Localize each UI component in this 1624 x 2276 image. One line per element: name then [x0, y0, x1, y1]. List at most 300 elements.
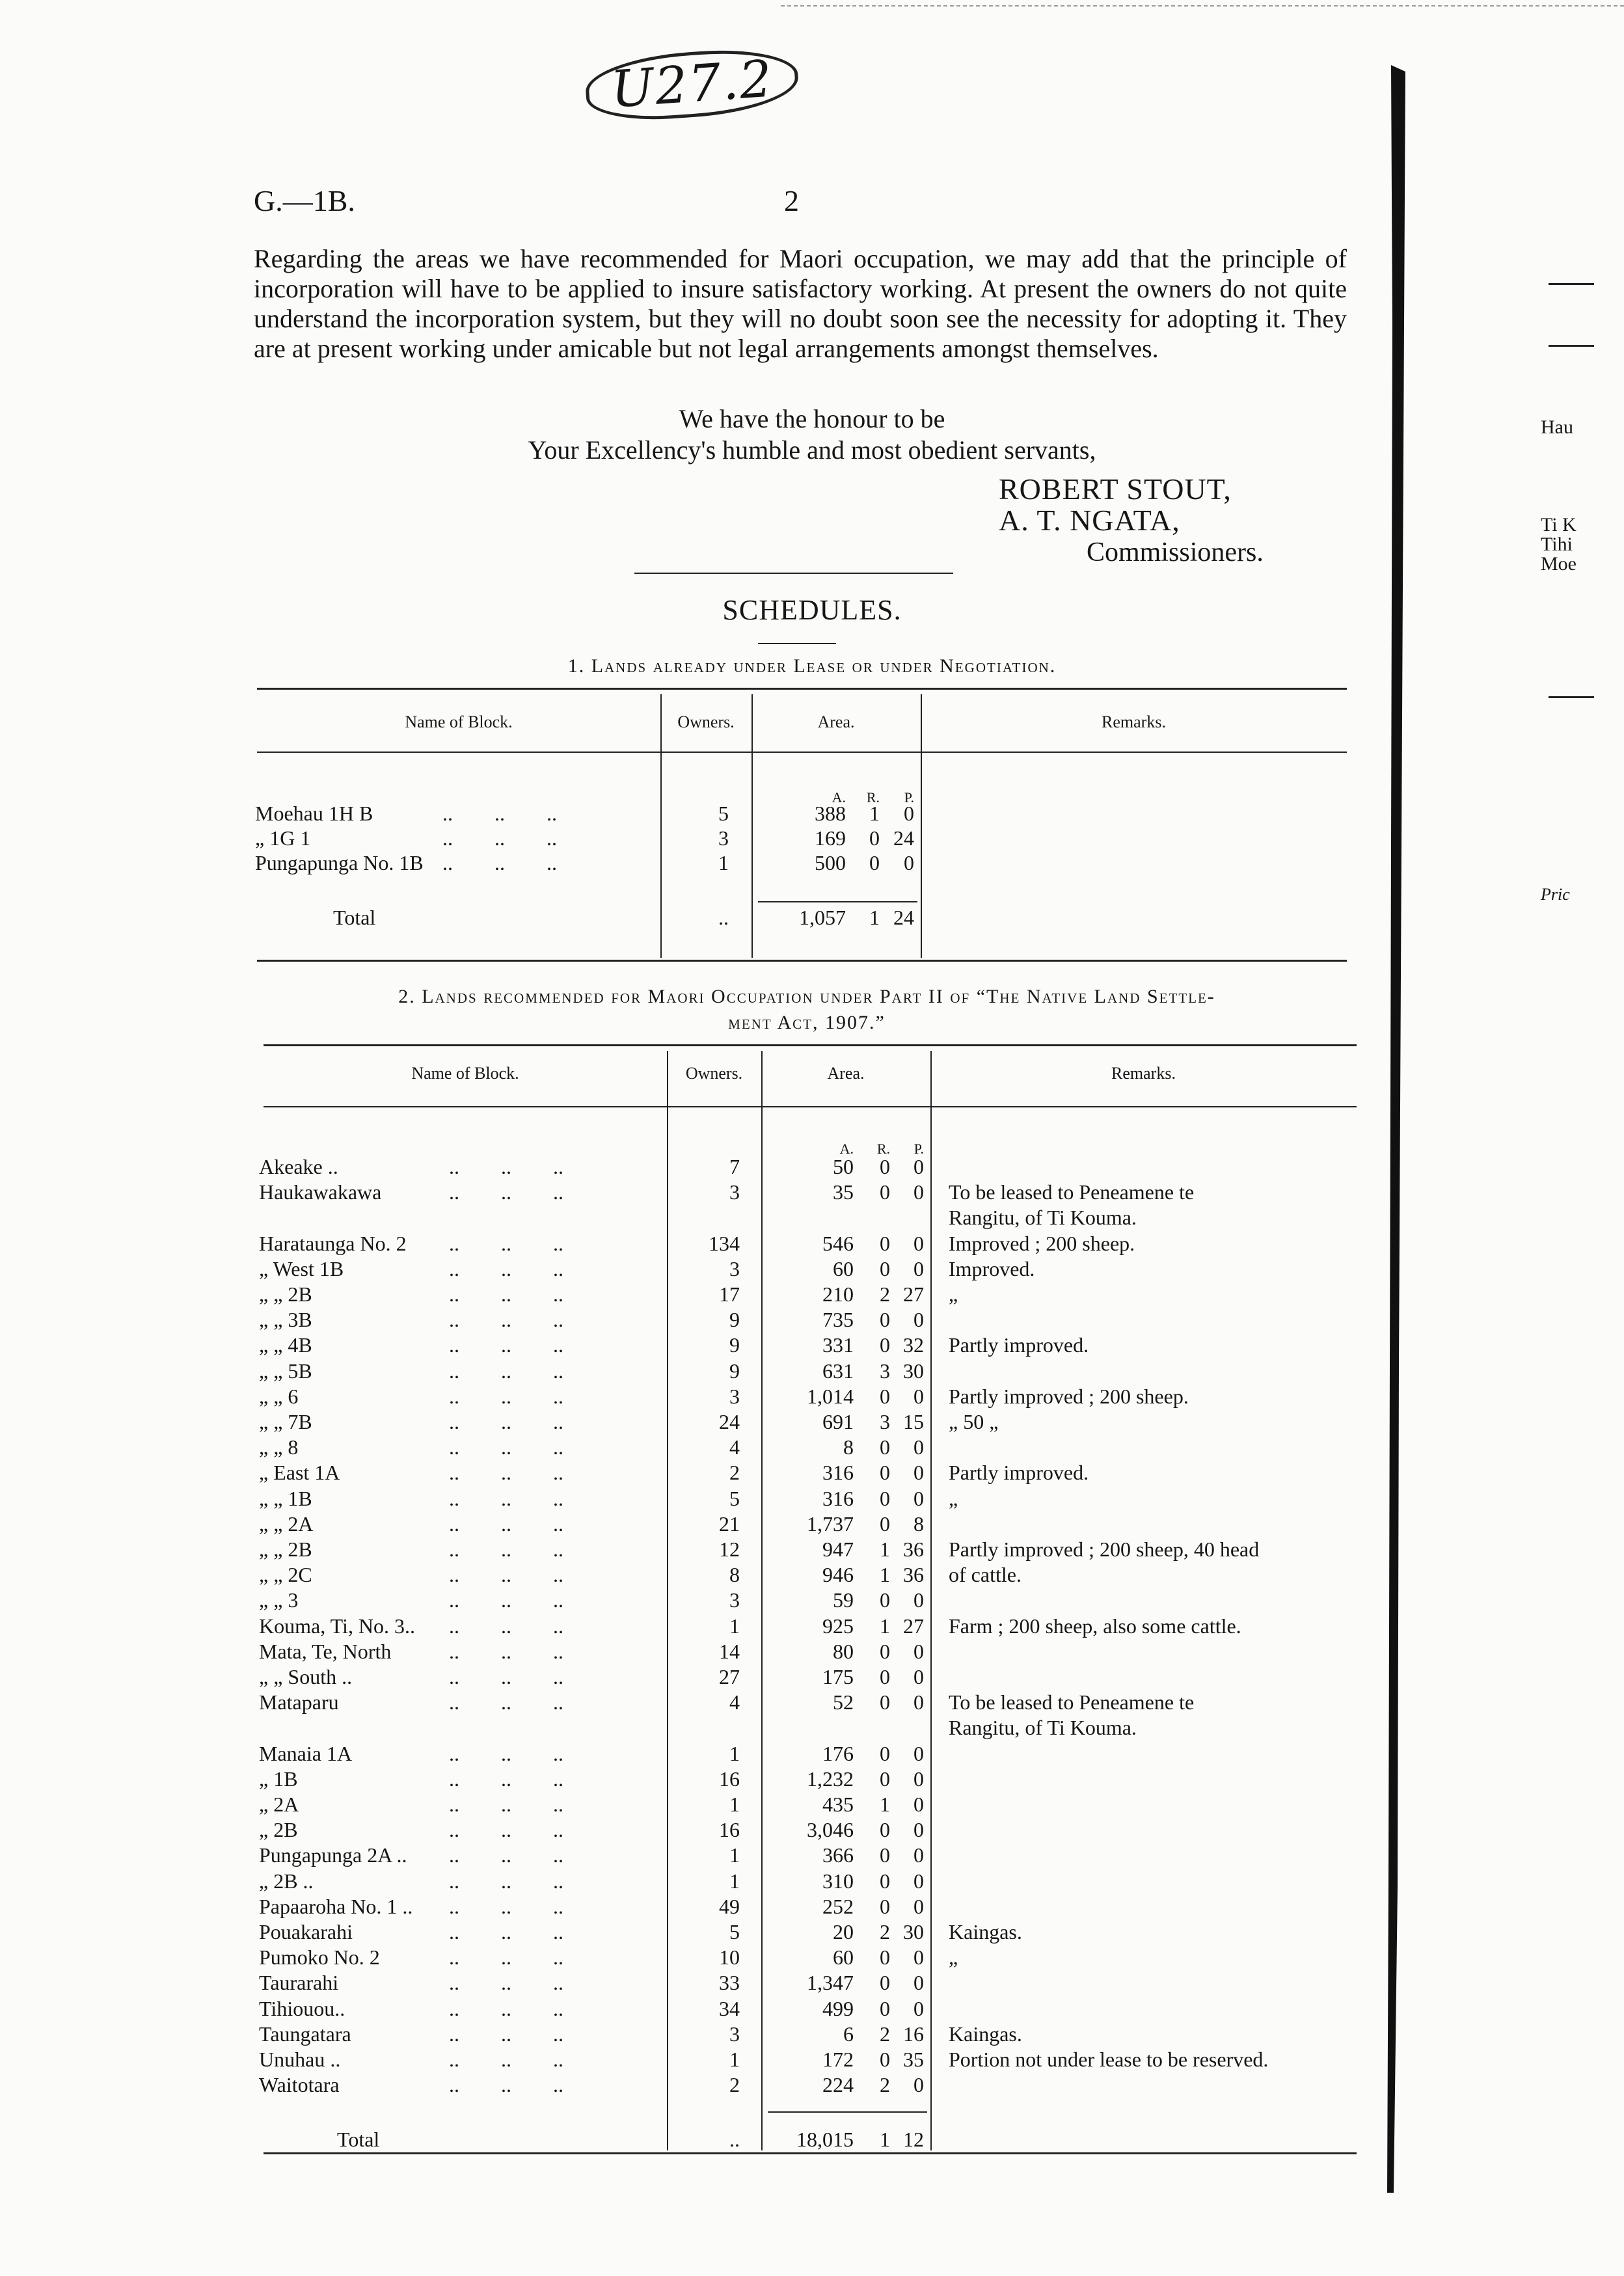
row-perches: 0 [904, 851, 914, 874]
row-roods: 0 [880, 1461, 890, 1485]
row-acres: 925 [822, 1614, 854, 1638]
row-perches: 0 [914, 1308, 924, 1332]
row-roods: 2 [880, 1282, 890, 1306]
row-acres: 172 [822, 2048, 854, 2071]
row-block-name: „ „ South .. [259, 1665, 353, 1688]
row-block-name: „ „ 6 [259, 1384, 299, 1408]
leader-dots: .. .. .. [449, 1996, 563, 2020]
row-roods: 0 [880, 1996, 890, 2020]
body-paragraph: Regarding the areas we have recommended for Maori occupation, we may add that the principle of incorporation will have to be applied to insure satisfactory working. At present the owners do not quite understand the incorporation system, but they will no doubt soon see the necessity for adopting it. They are at present working under amicable but not legal arrangements amongst themselves. [254, 244, 1347, 363]
row-owners: 1 [729, 2048, 740, 2071]
row-block-name: „ „ 8 [259, 1435, 299, 1459]
row-block-name: Haukawakawa [259, 1180, 382, 1204]
row-perches: 0 [914, 1741, 924, 1765]
row-perches: 8 [914, 1511, 924, 1536]
row-block-name: „ „ 3 [259, 1588, 299, 1612]
row-acres: 388 [815, 802, 846, 825]
bleed-text: Tihi [1541, 534, 1573, 555]
row-perches: 30 [903, 1920, 924, 1944]
table1-bottom-rule [257, 960, 1347, 962]
row-block-name: „ „ 2A [259, 1511, 314, 1536]
leader-dots: .. .. .. [449, 1511, 563, 1536]
row-perches: 36 [903, 1563, 924, 1587]
row-block-name: Taungatara [259, 2022, 351, 2046]
row-roods: 0 [880, 1665, 890, 1688]
row-perches: 27 [903, 1614, 924, 1638]
table1-header-area: Area. [817, 712, 855, 731]
row-block-name: „ 1B [259, 1767, 298, 1791]
row-block-name: Mata, Te, North [259, 1639, 392, 1663]
leader-dots: .. .. .. [442, 802, 557, 825]
row-owners: 3 [729, 2022, 740, 2046]
row-acres: 176 [822, 1741, 854, 1765]
leader-dots: .. .. .. [449, 1920, 563, 1944]
row-remarks: Partly improved. [949, 1333, 1089, 1357]
leader-dots: .. .. .. [449, 1486, 563, 1510]
row-perches: 0 [914, 1461, 924, 1485]
table2-header-rule [264, 1106, 1357, 1107]
row-perches: 0 [914, 1971, 924, 1995]
total-owners: .. [718, 906, 729, 929]
table2-header-owners: Owners. [685, 1064, 743, 1083]
signatory-2: A. T. NGATA, [999, 504, 1180, 537]
bleed-text: Hau [1541, 416, 1573, 438]
divider [634, 573, 953, 574]
row-roods: 0 [869, 851, 880, 874]
table2-bottom-rule [264, 2152, 1357, 2154]
leader-dots: .. .. .. [449, 1384, 563, 1408]
row-acres: 6 [843, 2022, 854, 2046]
table1-col-divider [751, 694, 753, 958]
row-perches: 0 [914, 1384, 924, 1408]
row-acres: 499 [822, 1996, 854, 2020]
row-perches: 36 [903, 1538, 924, 1561]
row-remarks: „ [949, 1282, 958, 1306]
unit-acres: A. [832, 789, 846, 806]
row-roods: 0 [880, 1308, 890, 1332]
row-remarks: Improved ; 200 sheep. [949, 1231, 1135, 1255]
row-acres: 210 [822, 1282, 854, 1306]
row-block-name: Papaaroha No. 1 .. [259, 1894, 413, 1918]
row-block-name: Pouakarahi [259, 1920, 353, 1944]
table2-total-rule [768, 2111, 927, 2113]
row-remarks: Kaingas. [949, 1920, 1022, 1944]
row-block-name: „ 2A [259, 1793, 299, 1816]
section1-title: 1. Lands already under Lease or under Negotiation. [567, 655, 1057, 677]
row-roods: 0 [880, 1741, 890, 1765]
row-roods: 2 [880, 2022, 890, 2046]
row-roods: 1 [880, 1538, 890, 1561]
leader-dots: .. .. .. [449, 1359, 563, 1383]
row-acres: 366 [822, 1843, 854, 1867]
row-block-name: „ „ 4B [259, 1333, 312, 1357]
table2-header-name: Name of Block. [411, 1064, 519, 1083]
total-perches: 12 [903, 2128, 924, 2151]
row-acres: 546 [822, 1231, 854, 1255]
row-block-name: Unuhau .. [259, 2048, 341, 2071]
row-acres: 310 [822, 1869, 854, 1893]
row-roods: 0 [880, 1486, 890, 1510]
total-owners: .. [729, 2128, 740, 2151]
table2-col-divider [667, 1051, 668, 2150]
bleed-text: Ti K [1541, 514, 1577, 535]
row-owners: 33 [719, 1971, 740, 1995]
bleed-text: Pric [1541, 885, 1570, 904]
row-remarks: of cattle. [949, 1563, 1022, 1587]
row-perches: 0 [914, 1588, 924, 1612]
total-acres: 1,057 [799, 906, 846, 929]
row-block-name: „ „ 7B [259, 1410, 312, 1433]
row-owners: 2 [729, 2073, 740, 2097]
row-perches: 0 [914, 1486, 924, 1510]
row-owners: 24 [719, 1410, 740, 1433]
row-perches: 27 [903, 1282, 924, 1306]
row-perches: 0 [914, 1894, 924, 1918]
row-perches: 15 [903, 1410, 924, 1433]
row-perches: 0 [914, 1843, 924, 1867]
row-remarks: „ [949, 1486, 958, 1510]
row-remarks: To be leased to Peneamene te [949, 1690, 1195, 1714]
leader-dots: .. .. .. [449, 1894, 563, 1918]
row-owners: 4 [729, 1690, 740, 1714]
row-acres: 1,014 [807, 1384, 854, 1408]
row-block-name: Taurarahi [259, 1971, 339, 1995]
row-roods: 0 [880, 1435, 890, 1459]
total-label: Total [333, 906, 376, 929]
row-block-name: „ East 1A [259, 1461, 340, 1485]
row-remarks: Partly improved ; 200 sheep. [949, 1384, 1189, 1408]
leader-dots: .. .. .. [449, 1231, 563, 1255]
row-acres: 60 [833, 1256, 854, 1280]
row-block-name: „ 2B [259, 1818, 298, 1842]
table2-col-divider [761, 1051, 763, 2150]
unit-perches: P. [914, 1141, 924, 1157]
row-block-name: „ „ 2B [259, 1282, 312, 1306]
row-block-name: Pungapunga 2A .. [259, 1843, 407, 1867]
row-block-name: „ 1G 1 [255, 826, 311, 850]
row-roods: 1 [869, 802, 880, 825]
row-roods: 0 [880, 1333, 890, 1357]
row-perches: 30 [903, 1359, 924, 1383]
row-owners: 3 [729, 1256, 740, 1280]
row-perches: 0 [914, 1665, 924, 1688]
row-owners: 134 [709, 1231, 740, 1255]
leader-dots: .. .. .. [449, 2073, 563, 2097]
row-perches: 0 [914, 1767, 924, 1791]
row-owners: 5 [729, 1486, 740, 1510]
row-roods: 0 [869, 826, 880, 850]
row-roods: 0 [880, 1690, 890, 1714]
scan-edge-line [781, 5, 1624, 7]
row-block-name: Tihiouou.. [259, 1996, 345, 2020]
row-acres: 60 [833, 1945, 854, 1970]
row-owners: 21 [719, 1511, 740, 1536]
row-perches: 0 [914, 1256, 924, 1280]
row-roods: 0 [880, 2048, 890, 2071]
leader-dots: .. .. .. [449, 1588, 563, 1612]
table1-col-divider [921, 694, 922, 958]
leader-dots: .. .. .. [449, 1945, 563, 1970]
leader-dots: .. .. .. [449, 1690, 563, 1714]
total-perches: 24 [893, 906, 914, 929]
row-acres: 50 [833, 1155, 854, 1178]
leader-dots: .. .. .. [449, 1410, 563, 1433]
table1-header-owners: Owners. [677, 712, 735, 731]
row-acres: 20 [833, 1920, 854, 1944]
row-owners: 3 [729, 1588, 740, 1612]
row-perches: 0 [914, 1155, 924, 1178]
table2-top-rule [264, 1044, 1357, 1046]
row-remarks: Kaingas. [949, 2022, 1022, 2046]
signatory-1: ROBERT STOUT, [999, 472, 1232, 506]
row-roods: 0 [880, 1256, 890, 1280]
row-roods: 0 [880, 1818, 890, 1842]
row-acres: 947 [822, 1538, 854, 1561]
row-acres: 1,737 [807, 1511, 854, 1536]
row-owners: 14 [719, 1639, 740, 1663]
row-acres: 316 [822, 1461, 854, 1485]
row-roods: 0 [880, 1869, 890, 1893]
row-acres: 631 [822, 1359, 854, 1383]
row-perches: 0 [914, 1639, 924, 1663]
document-reference: G.—1B. [254, 184, 355, 217]
leader-dots: .. .. .. [449, 1843, 563, 1867]
leader-dots: .. .. .. [442, 826, 557, 850]
row-remarks: Rangitu, of Ti Kouma. [949, 1206, 1137, 1230]
section2-title: 2. Lands recommended for Maori Occupation under Part II of “The Native Land Settle- ment Act, 1907.” [398, 986, 1215, 1033]
row-acres: 8 [843, 1435, 854, 1459]
row-perches: 32 [903, 1333, 924, 1357]
leader-dots: .. .. .. [449, 1308, 563, 1332]
row-owners: 1 [729, 1843, 740, 1867]
row-owners: 1 [729, 1793, 740, 1816]
row-block-name: „ West 1B [259, 1256, 344, 1280]
row-block-name: „ „ 1B [259, 1486, 312, 1510]
row-roods: 2 [880, 1920, 890, 1944]
row-owners: 1 [729, 1614, 740, 1638]
row-acres: 59 [833, 1588, 854, 1612]
total-roods: 1 [880, 2128, 890, 2151]
row-acres: 3,046 [807, 1818, 854, 1842]
row-perches: 0 [914, 1996, 924, 2020]
row-perches: 24 [893, 826, 914, 850]
row-acres: 691 [822, 1410, 854, 1433]
leader-dots: .. .. .. [442, 851, 557, 874]
leader-dots: .. .. .. [449, 1435, 563, 1459]
row-perches: 0 [914, 2073, 924, 2097]
leader-dots: .. .. .. [449, 1180, 563, 1204]
row-perches: 0 [914, 1945, 924, 1970]
row-remarks: Partly improved. [949, 1461, 1089, 1485]
leader-dots: .. .. .. [449, 1971, 563, 1995]
row-owners: 16 [719, 1767, 740, 1791]
row-perches: 0 [914, 1231, 924, 1255]
row-owners: 49 [719, 1894, 740, 1918]
total-label: Total [337, 2128, 380, 2151]
row-remarks: Improved. [949, 1256, 1035, 1280]
row-block-name: „ „ 3B [259, 1308, 312, 1332]
unit-perches: P. [904, 789, 914, 806]
row-block-name: Pumoko No. 2 [259, 1945, 380, 1970]
bleed-text: Moe [1541, 553, 1577, 575]
leader-dots: .. .. .. [449, 2022, 563, 2046]
row-block-name: „ „ 2B [259, 1538, 312, 1561]
row-roods: 1 [880, 1563, 890, 1587]
row-acres: 1,347 [807, 1971, 854, 1995]
row-owners: 17 [719, 1282, 740, 1306]
closing-line-2: Your Excellency's humble and most obedient servants, [528, 435, 1096, 465]
row-roods: 0 [880, 1843, 890, 1867]
leader-dots: .. .. .. [449, 1282, 563, 1306]
row-perches: 0 [914, 1793, 924, 1816]
row-block-name: Mataparu [259, 1690, 339, 1714]
row-perches: 0 [904, 802, 914, 825]
row-owners: 1 [729, 1869, 740, 1893]
row-owners: 9 [729, 1308, 740, 1332]
leader-dots: .. .. .. [449, 2048, 563, 2071]
row-perches: 35 [903, 2048, 924, 2071]
divider [758, 643, 836, 644]
row-block-name: Manaia 1A [259, 1741, 353, 1765]
row-acres: 435 [822, 1793, 854, 1816]
row-roods: 0 [880, 1894, 890, 1918]
table2-col-divider [930, 1051, 932, 2150]
row-remarks: Rangitu, of Ti Kouma. [949, 1716, 1137, 1740]
row-acres: 52 [833, 1690, 854, 1714]
signatory-role: Commissioners. [1087, 537, 1264, 567]
row-acres: 946 [822, 1563, 854, 1587]
row-acres: 35 [833, 1180, 854, 1204]
row-remarks: Partly improved ; 200 sheep, 40 head [949, 1538, 1260, 1561]
row-perches: 0 [914, 1690, 924, 1714]
row-acres: 1,232 [807, 1767, 854, 1791]
row-roods: 0 [880, 1384, 890, 1408]
row-owners: 2 [729, 1461, 740, 1485]
leader-dots: .. .. .. [449, 1665, 563, 1688]
row-owners: 8 [729, 1563, 740, 1587]
row-acres: 316 [822, 1486, 854, 1510]
closing-line-1: We have the honour to be [679, 404, 945, 433]
row-perches: 0 [914, 1869, 924, 1893]
bleed-dash [1549, 283, 1594, 285]
row-owners: 7 [729, 1155, 740, 1178]
table2-header-remarks: Remarks. [1111, 1064, 1176, 1083]
row-roods: 0 [880, 1511, 890, 1536]
total-roods: 1 [869, 906, 880, 929]
row-roods: 0 [880, 1639, 890, 1663]
row-perches: 0 [914, 1435, 924, 1459]
row-perches: 0 [914, 1818, 924, 1842]
row-block-name: „ „ 5B [259, 1359, 312, 1383]
leader-dots: .. .. .. [449, 1538, 563, 1561]
leader-dots: .. .. .. [449, 1614, 563, 1638]
row-owners: 27 [719, 1665, 740, 1688]
table1-top-rule [257, 688, 1347, 690]
row-roods: 3 [880, 1359, 890, 1383]
row-owners: 1 [729, 1741, 740, 1765]
leader-dots: .. .. .. [449, 1767, 563, 1791]
row-owners: 12 [719, 1538, 740, 1561]
row-owners: 16 [719, 1818, 740, 1842]
handwritten-reference: U27.2 [586, 52, 798, 117]
row-owners: 10 [719, 1945, 740, 1970]
row-remarks: To be leased to Peneamene te [949, 1180, 1195, 1204]
leader-dots: .. .. .. [449, 1461, 563, 1485]
row-block-name: Kouma, Ti, No. 3.. [259, 1614, 416, 1638]
row-owners: 9 [729, 1359, 740, 1383]
row-owners: 3 [718, 826, 729, 850]
row-owners: 3 [729, 1180, 740, 1204]
table1-header-remarks: Remarks. [1102, 712, 1166, 731]
row-perches: 0 [914, 1180, 924, 1204]
row-roods: 0 [880, 1155, 890, 1178]
unit-acres: A. [839, 1141, 854, 1157]
leader-dots: .. .. .. [449, 1869, 563, 1893]
total-acres: 18,015 [796, 2128, 854, 2151]
leader-dots: .. .. .. [449, 1818, 563, 1842]
page-fold-shadow [1379, 65, 1418, 2193]
row-acres: 80 [833, 1639, 854, 1663]
table2-header-area: Area. [827, 1064, 865, 1083]
row-owners: 34 [719, 1996, 740, 2020]
row-owners: 3 [729, 1384, 740, 1408]
leader-dots: .. .. .. [449, 1155, 563, 1178]
row-roods: 3 [880, 1410, 890, 1433]
row-remarks: Portion not under lease to be reserved. [949, 2048, 1269, 2071]
leader-dots: .. .. .. [449, 1639, 563, 1663]
schedules-title: SCHEDULES. [722, 594, 902, 626]
row-roods: 1 [880, 1614, 890, 1638]
row-perches: 16 [903, 2022, 924, 2046]
unit-roods: R. [866, 789, 880, 806]
page-number: 2 [784, 184, 799, 217]
row-remarks: „ [949, 1945, 958, 1970]
row-roods: 0 [880, 1945, 890, 1970]
row-owners: 5 [729, 1920, 740, 1944]
row-acres: 735 [822, 1308, 854, 1332]
row-remarks: „ 50 „ [949, 1410, 999, 1433]
row-block-name: Pungapunga No. 1B [255, 851, 424, 874]
leader-dots: .. .. .. [449, 1256, 563, 1280]
leader-dots: .. .. .. [449, 1793, 563, 1816]
row-block-name: Moehau 1H B [255, 802, 373, 825]
bleed-dash [1549, 345, 1594, 347]
row-owners: 4 [729, 1435, 740, 1459]
leader-dots: .. .. .. [449, 1741, 563, 1765]
row-roods: 0 [880, 1231, 890, 1255]
row-owners: 5 [718, 802, 729, 825]
row-acres: 175 [822, 1665, 854, 1688]
table1-header-rule [257, 752, 1347, 753]
row-block-name: Akeake .. [259, 1155, 338, 1178]
row-owners: 1 [718, 851, 729, 874]
row-acres: 252 [822, 1894, 854, 1918]
row-acres: 500 [815, 851, 846, 874]
row-roods: 0 [880, 1180, 890, 1204]
row-acres: 169 [815, 826, 846, 850]
row-roods: 0 [880, 1767, 890, 1791]
table1-total-rule [758, 901, 917, 902]
row-roods: 0 [880, 1588, 890, 1612]
bleed-dash [1549, 696, 1594, 698]
row-roods: 2 [880, 2073, 890, 2097]
leader-dots: .. .. .. [449, 1333, 563, 1357]
row-block-name: Harataunga No. 2 [259, 1231, 407, 1255]
row-roods: 0 [880, 1971, 890, 1995]
row-remarks: Farm ; 200 sheep, also some cattle. [949, 1614, 1241, 1638]
row-roods: 1 [880, 1793, 890, 1816]
leader-dots: .. .. .. [449, 1563, 563, 1587]
